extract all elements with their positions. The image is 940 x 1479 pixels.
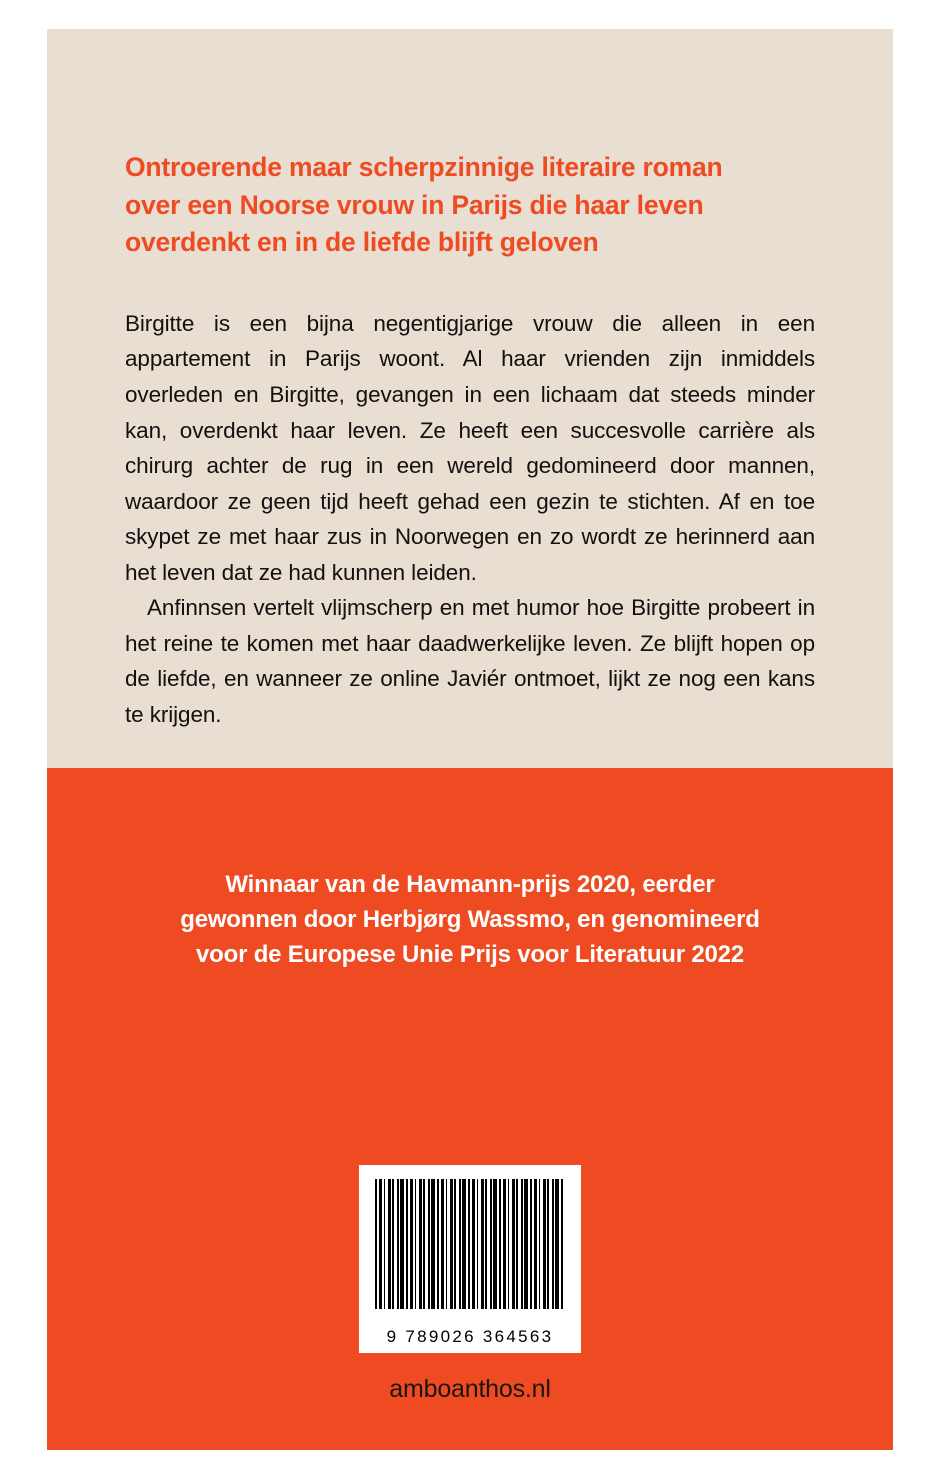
award-line-2: gewonnen door Herbjørg Wassmo, en genomineerd bbox=[180, 905, 760, 933]
award-line-1: Winnaar van de Havmann-prijs 2020, eerder bbox=[225, 871, 715, 898]
tagline-line-3: overdenkt en in de liefde blijft geloven bbox=[125, 227, 599, 258]
award-text bbox=[180, 868, 760, 972]
book-back-cover bbox=[47, 29, 893, 1450]
barcode-bars-icon bbox=[375, 1179, 565, 1309]
tagline-line-1: Ontroerende maar scherpzinnige literaire roman bbox=[125, 152, 723, 182]
blurb-paragraph: Anfinnsen vertelt vlijmscherp en met humor hoe Birgitte probeert in het reine te komen met haar daadwerkelijke leven. Ze blijft hopen op de liefde, en wanneer ze online Javiér ontmoet, lijkt ze nog een kans te krijgen. bbox=[125, 595, 815, 727]
award-panel bbox=[47, 768, 893, 1450]
publisher-url: amboanthos.nl bbox=[389, 1375, 551, 1404]
barcode-area bbox=[359, 1165, 581, 1404]
tagline bbox=[125, 149, 815, 262]
tagline-line-2: over een Noorse vrouw in Parijs die haar leven bbox=[125, 189, 704, 220]
blurb-panel bbox=[47, 29, 893, 768]
award-line-3: voor de Europese Unie Prijs voor Literatuur 2022 bbox=[196, 940, 744, 968]
blurb-paragraph: Birgitte is een bijna negentigjarige vrouw die alleen in een appartement in Parijs woont. Al haar vrienden zijn inmiddels overleden en Birgitte, gevangen in een lichaam dat steeds minder kan, overdenkt haar leven. Ze heeft een succesvolle carrière als chirurg achter de rug in een wereld gedomineerd door mannen, waardoor ze geen tijd heeft gehad een gezin te stichten. Af en toe skypet ze met haar zus in Noorwegen en zo wordt ze herinnerd aan het leven dat ze had kunnen leiden. bbox=[125, 310, 815, 585]
barcode-number: 9 789026 364563 bbox=[386, 1327, 554, 1347]
barcode bbox=[359, 1165, 581, 1353]
blurb-text bbox=[125, 306, 815, 733]
